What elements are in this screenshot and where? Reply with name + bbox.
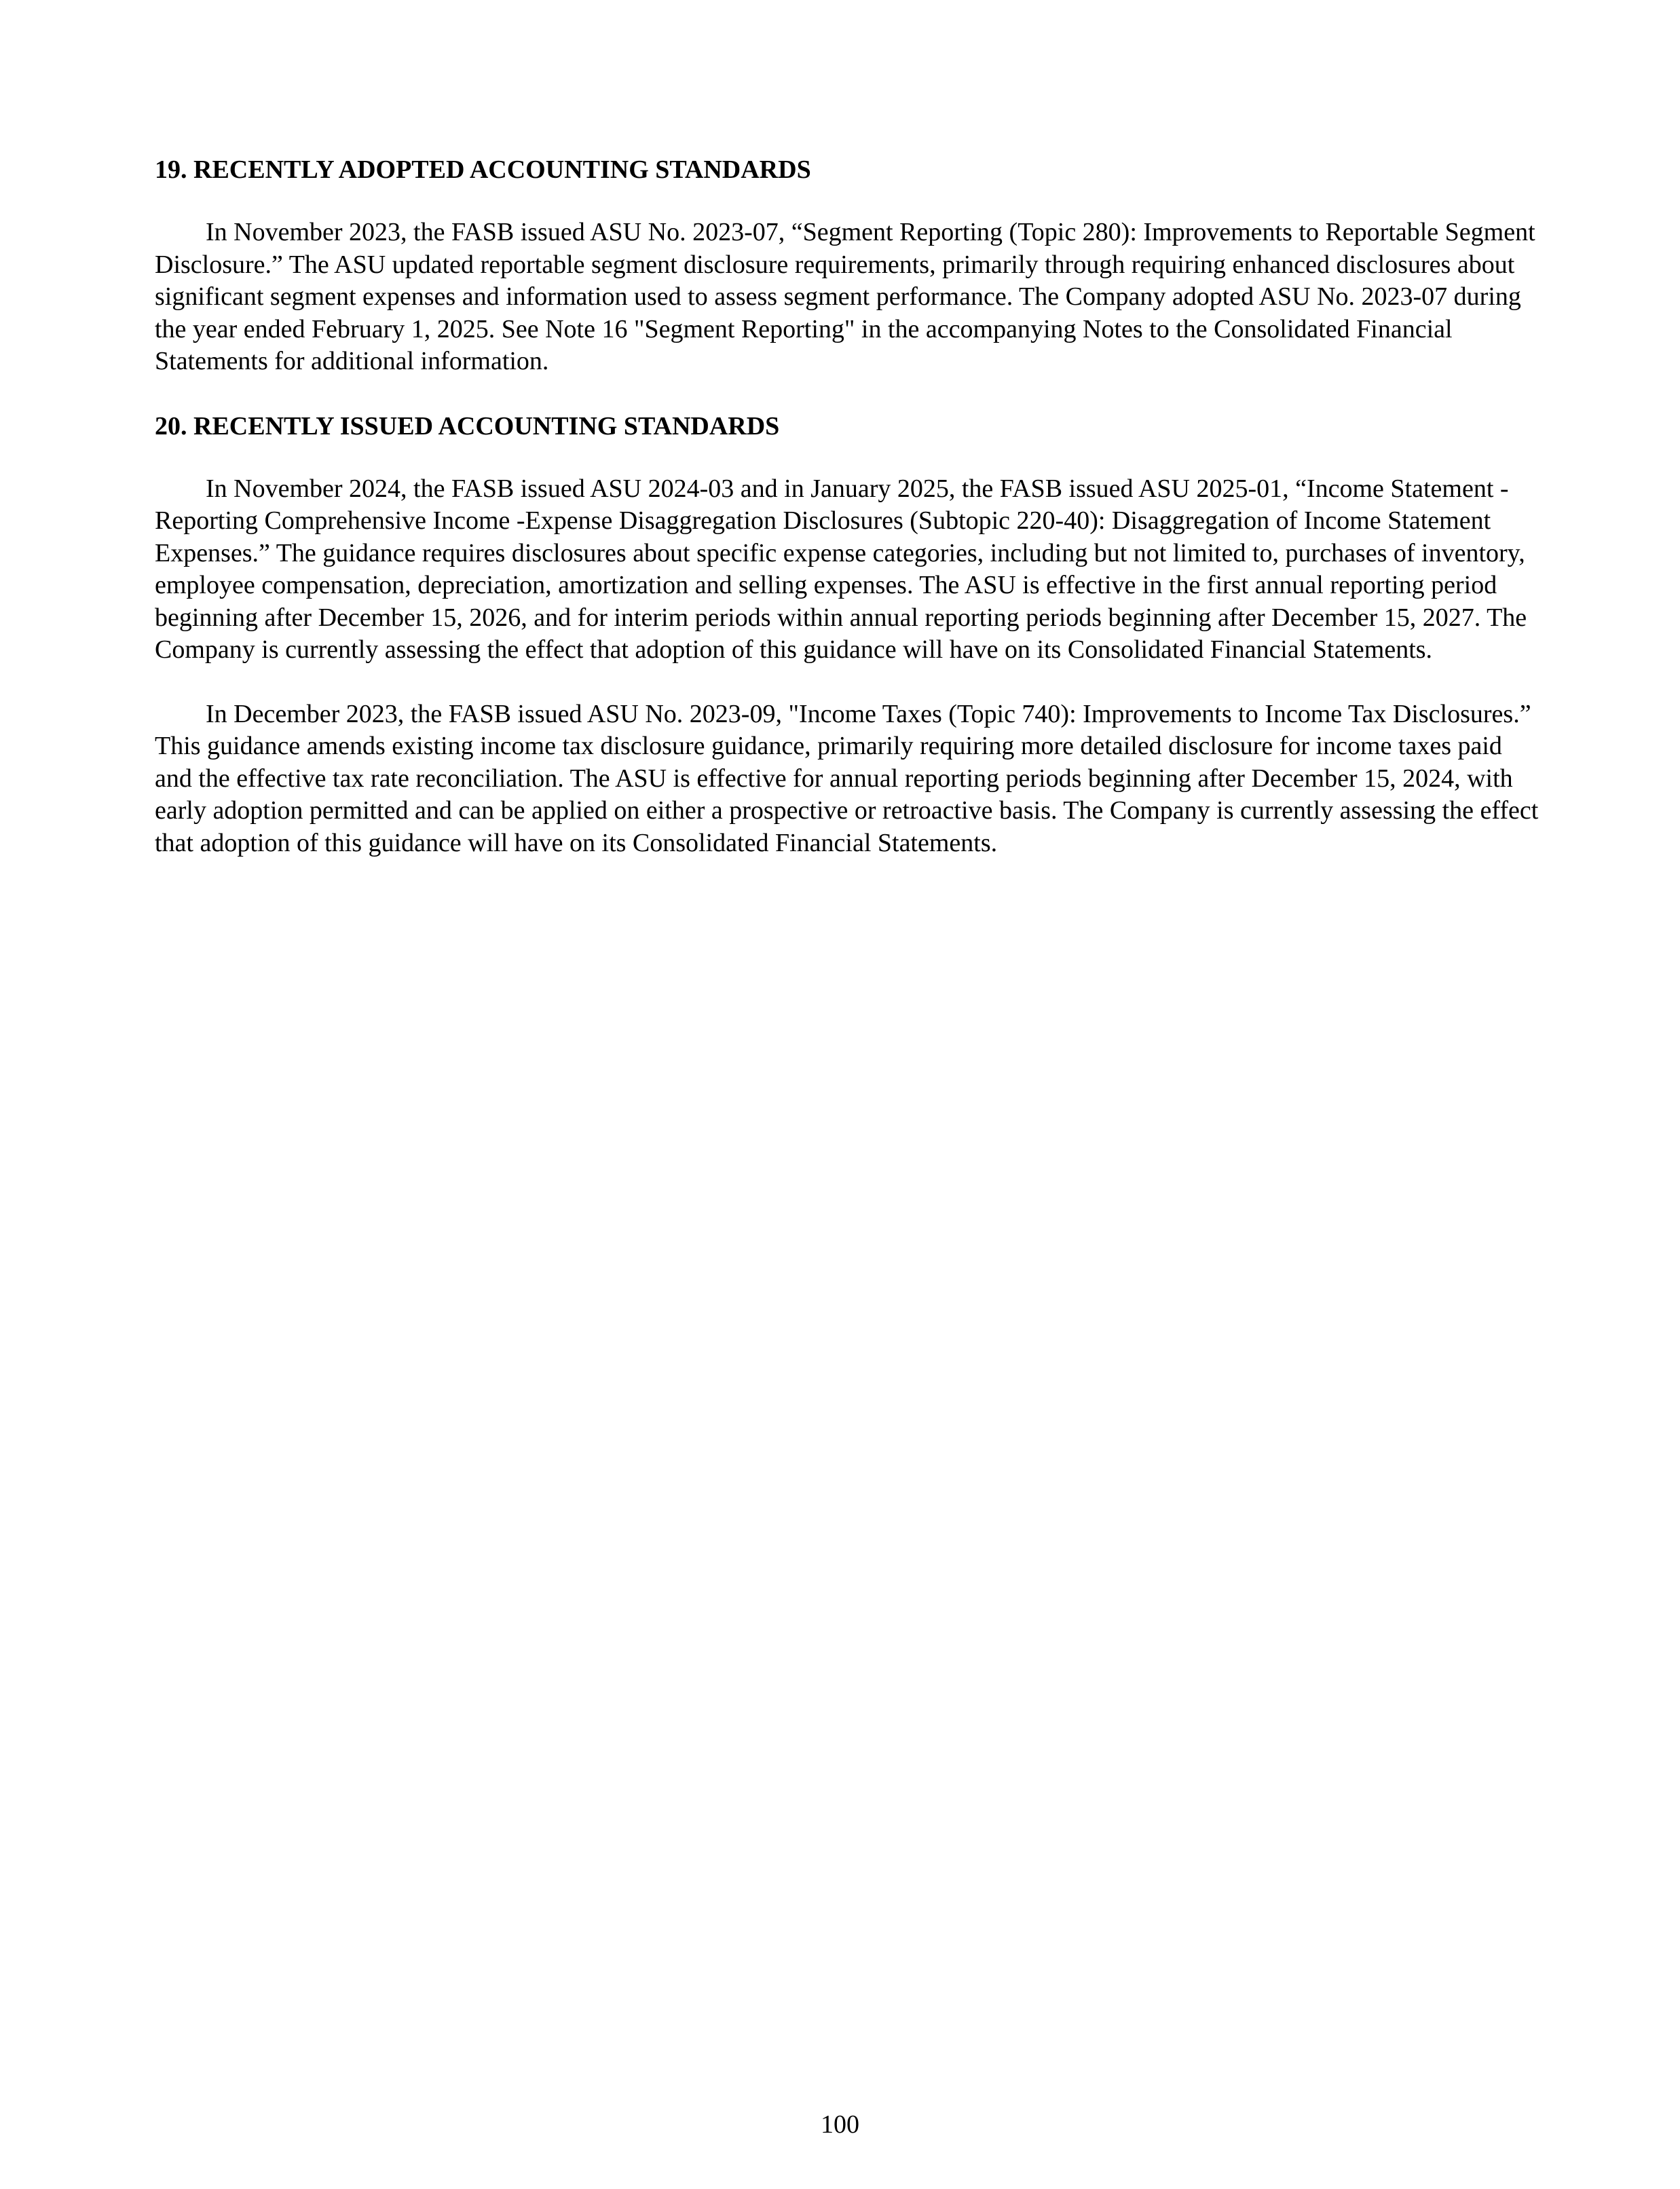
section-heading-19: 19. RECENTLY ADOPTED ACCOUNTING STANDARDS <box>155 155 811 184</box>
page-content <box>155 153 1539 859</box>
page-number: 100 <box>821 2110 859 2139</box>
section-heading-20: 20. RECENTLY ISSUED ACCOUNTING STANDARDS <box>155 411 780 441</box>
paragraph-income-taxes: In December 2023, the FASB issued ASU No. 2023-09, "Income Taxes (Topic 740): Improvements to Income Tax Disclosures.” This guidance amends existing income tax disclosure guidance, primarily requiring more detailed disclosure for income taxes paid and the effective tax rate reconciliation. The ASU is effective for annual reporting periods beginning after December 15, 2024, with early adoption permitted and can be applied on either a prospective or retroactive basis. The Company is currently assessing the effect that adoption of this guidance will have on its Consolidated Financial Statements. <box>155 699 1539 857</box>
paragraph-segment-reporting: In November 2023, the FASB issued ASU No. 2023-07, “Segment Reporting (Topic 280): Improvements to Reportable Segment Disclosure.” The ASU updated reportable segment disclosure requirements, primarily through requiring enhanced disclosures about significant segment expenses and information used to assess segment performance. The Company adopted ASU No. 2023-07 during the year ended February 1, 2025. See Note 16 "Segment Reporting" in the accompanying Notes to the Consolidated Financial Statements for additional information. <box>155 218 1535 375</box>
paragraph-expense-disaggregation: In November 2024, the FASB issued ASU 2024-03 and in January 2025, the FASB issued ASU 2025-01, “Income Statement - Reporting Comprehensive Income -Expense Disaggregation Disclosures (Subtopic 220-40): Disaggregation of Income Statement Expenses.” The guidance requires disclosures about specific expense categories, including but not limited to, purchases of inventory, employee compensation, depreciation, amortization and selling expenses. The ASU is effective in the first annual reporting period beginning after December 15, 2026, and for interim periods within annual reporting periods beginning after December 15, 2027. The Company is currently assessing the effect that adoption of this guidance will have on its Consolidated Financial Statements. <box>155 474 1527 664</box>
